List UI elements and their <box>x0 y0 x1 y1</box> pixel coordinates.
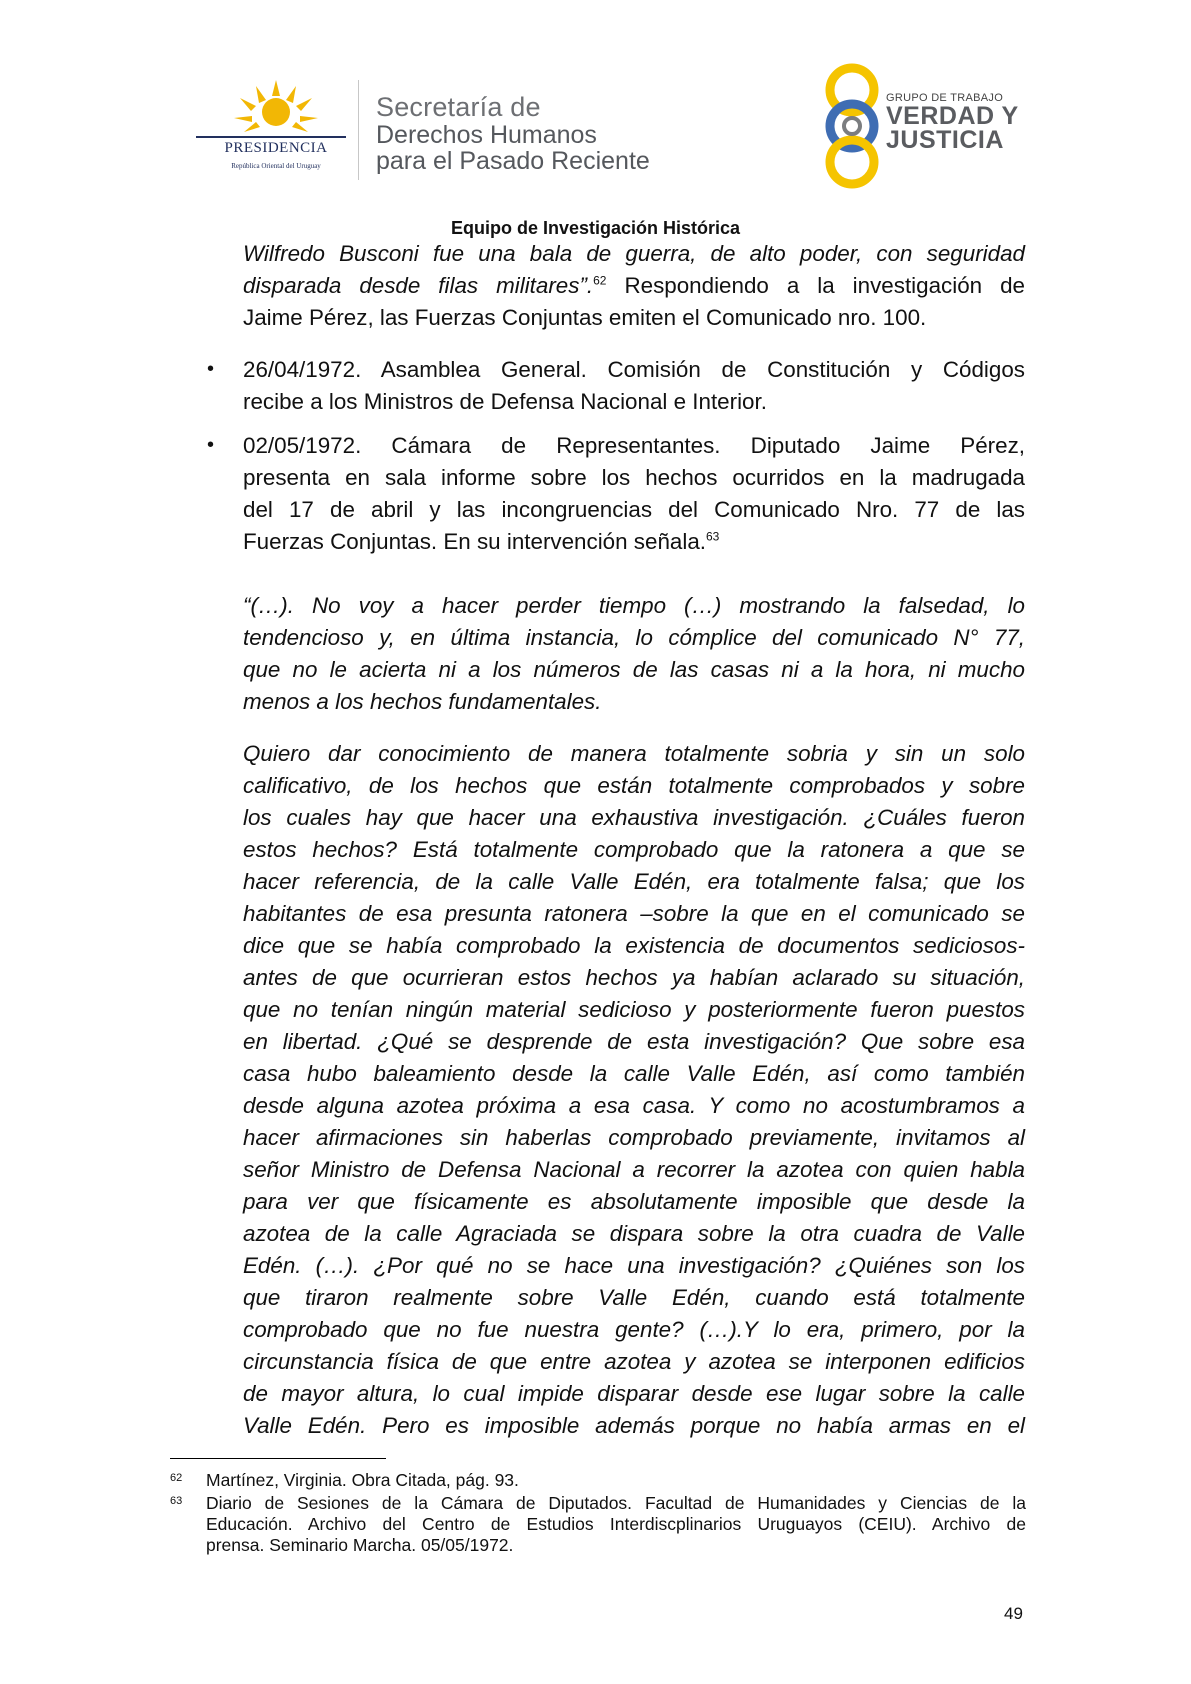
header-divider <box>358 80 359 180</box>
text-line: 02/05/1972. Cámara de Representantes. Diputado Jaime Pérez, <box>243 433 1025 458</box>
footnote-line: Diario de Sesiones de la Cámara de Diputados. Facultad de Humanidades y Ciencias de la <box>206 1493 1026 1513</box>
text-line: que tiraron realmente sobre Valle Edén, cuando está totalmente <box>243 1285 1025 1310</box>
text-line: que no tenían ningún material sedicioso y posteriormente fueron puestos <box>243 997 1025 1022</box>
footnote-ref-63: 63 <box>706 529 720 544</box>
text-line: 26/04/1972. Asamblea General. Comisión de Constitución y Códigos <box>243 357 1025 382</box>
text-line: de mayor altura, lo cual impide disparar desde ese lugar sobre la calle <box>243 1381 1025 1406</box>
text-line: azotea de la calle Agraciada se dispara sobre la otra cuadra de Valle <box>243 1221 1025 1246</box>
text-line: hacer referencia, de la calle Valle Edén, era totalmente falsa; que los <box>243 869 1025 894</box>
text-line: Quiero dar conocimiento de manera totalmente sobria y sin un solo <box>243 741 1025 766</box>
secretaria-title <box>376 92 650 174</box>
text-fragment: Fuerzas Conjuntas. En su intervención señala. <box>243 529 706 554</box>
text-line: Valle Edén. Pero es imposible además porque no había armas en el <box>243 1413 1025 1438</box>
grupo-big-2: JUSTICIA <box>886 126 1004 154</box>
text-line: para ver que físicamente es absolutamente imposible que desde la <box>243 1189 1025 1214</box>
text-line: Jaime Pérez, las Fuerzas Conjuntas emiten el Comunicado nro. 100. <box>243 305 927 330</box>
text-fragment: Respondiendo a la investigación de <box>606 273 1026 298</box>
text-line: Wilfredo Busconi fue una bala de guerra, de alto poder, con seguridad <box>243 241 1025 266</box>
text-line <box>243 526 1025 558</box>
footnote-number: 62 <box>170 1472 183 1484</box>
text-line: hacer afirmaciones sin haberlas comprobado previamente, invitamos al <box>243 1125 1025 1150</box>
text-line: en libertad. ¿Qué se desprende de esta investigación? Que sobre esa <box>243 1029 1025 1054</box>
grupo-small: GRUPO DE TRABAJO <box>886 92 1004 104</box>
text-line: estos hechos? Está totalmente comprobado que la ratonera a que se <box>243 837 1025 862</box>
secretaria-line-2: Derechos Humanos <box>376 121 597 149</box>
text-line: recibe a los Ministros de Defensa Nacional e Interior. <box>243 389 767 414</box>
footnote-line: Educación. Archivo del Centro de Estudios Interdiscplinarios Uruguayos (CEIU). Archivo de <box>206 1514 1026 1534</box>
footnote-text <box>206 1493 1026 1556</box>
footnote-line: prensa. Seminario Marcha. 05/05/1972. <box>206 1535 514 1555</box>
paragraph-continuation <box>243 238 1025 334</box>
italic-fragment: disparada desde filas militares”. <box>243 273 594 298</box>
quote-paragraph-2 <box>243 738 1025 1442</box>
grupo-big-1: VERDAD Y <box>886 102 1019 130</box>
text-line: que no le acierta ni a los números de las casas ni a la hora, ni mucho <box>243 657 1025 682</box>
republica-text: República Oriental del Uruguay <box>231 162 321 170</box>
text-line: antes de que ocurrieran estos hechos ya habían aclarado su situación, <box>243 965 1025 990</box>
bullet-marker: • <box>207 434 215 456</box>
page-number: 49 <box>1004 1604 1023 1623</box>
text-line: del 17 de abril y las incongruencias del Comunicado Nro. 77 de las <box>243 497 1025 522</box>
text-line: circunstancia física de que entre azotea y azotea se interponen edificios <box>243 1349 1025 1374</box>
text-line: casa hubo baleamiento desde la calle Valle Edén, así como también <box>243 1061 1025 1086</box>
team-heading: Equipo de Investigación Histórica <box>450 218 741 238</box>
text-line: habitantes de esa presunta ratonera –sobre la que en el comunicado se <box>243 901 1025 926</box>
footnote-separator <box>170 1458 386 1459</box>
presidencia-text: PRESIDENCIA <box>224 140 328 156</box>
text-line: calificativo, de los hechos que están totalmente comprobados y sobre <box>243 773 1025 798</box>
text-line <box>243 270 1025 302</box>
bullet-marker: • <box>207 358 215 380</box>
bullet-item-1 <box>243 354 1025 418</box>
secretaria-line-1: Secretaría de <box>376 92 541 122</box>
text-line: desde alguna azotea próxima a esa casa. Y como no acostumbramos a <box>243 1093 1025 1118</box>
text-line: Edén. (…). ¿Por qué no se hace una investigación? ¿Quiénes son los <box>243 1253 1025 1278</box>
text-line: menos a los hechos fundamentales. <box>243 689 602 714</box>
footnote-number: 63 <box>170 1495 183 1507</box>
footnote-text <box>206 1470 1026 1491</box>
quote-paragraph-1 <box>243 590 1025 718</box>
sun-icon <box>196 78 356 138</box>
secretaria-line-3: para el Pasado Reciente <box>376 147 650 175</box>
presidencia-logo <box>196 78 356 178</box>
footnote-line: Martínez, Virginia. Obra Citada, pág. 93. <box>206 1470 519 1490</box>
text-line: dice que se había comprobado la existencia de documentos sediciosos- <box>243 933 1025 958</box>
text-line: tendencioso y, en última instancia, lo cómplice del comunicado N° 77, <box>243 625 1025 650</box>
text-line: “(…). No voy a hacer perder tiempo (…) mostrando la falsedad, lo <box>243 593 1025 618</box>
text-line: comprobado que no fue nuestra gente? (…).Y lo era, primero, por la <box>243 1317 1025 1342</box>
text-line: los cuales hay que hacer una exhaustiva investigación. ¿Cuáles fueron <box>243 805 1025 830</box>
bullet-item-2 <box>243 430 1025 558</box>
grupo-trabajo-logo-text <box>886 92 1019 152</box>
divider-line <box>196 136 346 138</box>
footnote-ref-62: 62 <box>593 273 607 288</box>
text-line: señor Ministro de Defensa Nacional a recorrer la azotea con quien habla <box>243 1157 1025 1182</box>
text-line: presenta en sala informe sobre los hechos ocurridos en la madrugada <box>243 465 1025 490</box>
